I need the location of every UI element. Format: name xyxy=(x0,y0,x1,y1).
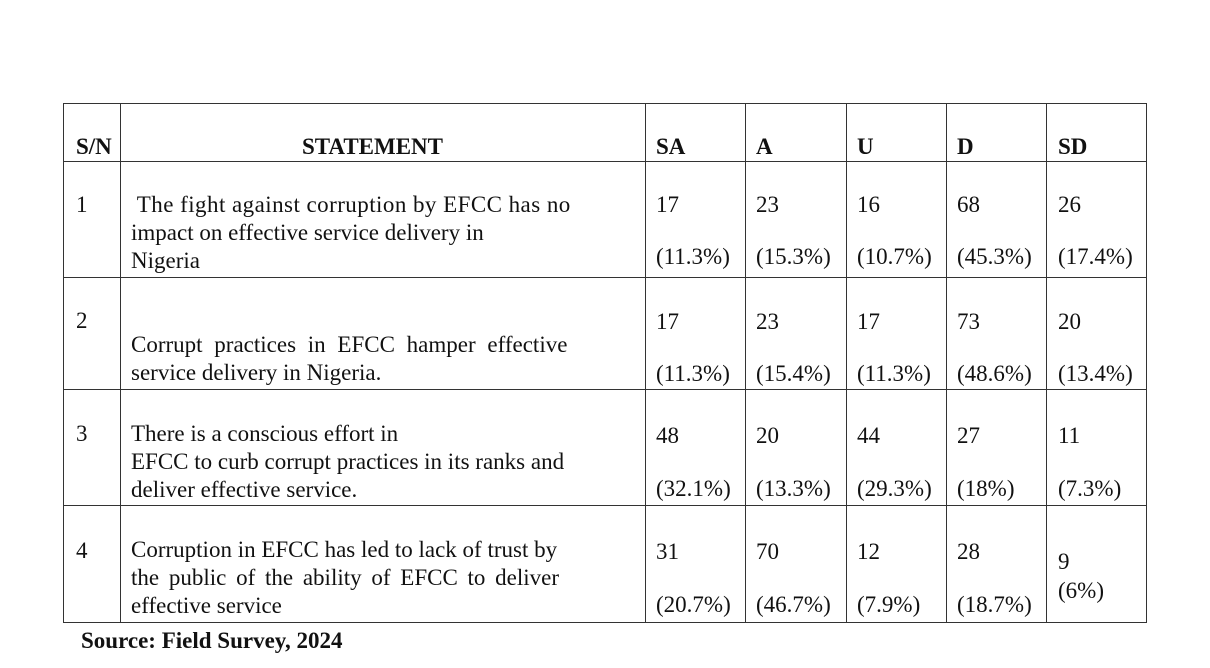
row-divider xyxy=(63,505,1147,506)
d-count: 28 xyxy=(957,539,980,564)
row-number: 3 xyxy=(76,421,88,446)
u-percent: (29.3%) xyxy=(857,476,932,501)
a-percent: (46.7%) xyxy=(756,592,831,617)
a-percent: (13.3%) xyxy=(756,476,831,501)
d-percent: (45.3%) xyxy=(957,244,1032,269)
sa-percent: (32.1%) xyxy=(656,476,731,501)
row-number: 2 xyxy=(76,308,88,333)
statement-text xyxy=(131,536,633,620)
sd-percent: (13.4%) xyxy=(1058,361,1133,386)
statement-line: deliver effective service. xyxy=(131,477,358,502)
statement-line: EFCC to curb corrupt practices in its ranks and xyxy=(131,449,565,474)
d-count: 68 xyxy=(957,192,980,217)
column-divider xyxy=(846,103,847,623)
column-divider xyxy=(745,103,746,623)
d-count: 27 xyxy=(957,423,980,448)
statement-text xyxy=(131,191,633,275)
sa-count: 17 xyxy=(656,309,679,334)
d-percent: (48.6%) xyxy=(957,361,1032,386)
statement-line: effective service xyxy=(131,593,282,618)
d-percent: (18%) xyxy=(957,476,1015,501)
sd-count: 9 xyxy=(1058,549,1070,574)
header-u: U xyxy=(857,134,874,159)
sd-count: 26 xyxy=(1058,192,1081,217)
u-count: 12 xyxy=(857,539,880,564)
a-percent: (15.3%) xyxy=(756,244,831,269)
statement-line: Nigeria xyxy=(131,248,200,273)
a-percent: (15.4%) xyxy=(756,361,831,386)
row-divider xyxy=(63,161,1147,162)
sa-count: 31 xyxy=(656,539,679,564)
sa-percent: (11.3%) xyxy=(656,361,730,386)
u-count: 16 xyxy=(857,192,880,217)
statement-line: Corruption in EFCC has led to lack of trust by xyxy=(131,537,558,562)
row-number: 4 xyxy=(76,538,88,563)
statement-line: impact on effective service delivery in xyxy=(131,220,484,245)
header-a: A xyxy=(756,134,773,159)
column-divider xyxy=(1046,103,1047,623)
d-percent: (18.7%) xyxy=(957,592,1032,617)
row-divider xyxy=(63,389,1147,390)
sa-count: 17 xyxy=(656,192,679,217)
u-percent: (10.7%) xyxy=(857,244,932,269)
a-count: 70 xyxy=(756,539,779,564)
statement-line: There is a conscious effort in xyxy=(131,421,399,446)
a-count: 20 xyxy=(756,423,779,448)
sd-percent: (6%) xyxy=(1058,578,1104,603)
row-divider xyxy=(63,277,1147,278)
u-count: 17 xyxy=(857,309,880,334)
statement-text xyxy=(131,420,633,504)
row-number: 1 xyxy=(76,192,88,217)
column-divider xyxy=(946,103,947,623)
source-caption: Source: Field Survey, 2024 xyxy=(81,628,343,653)
sd-percent: (17.4%) xyxy=(1058,244,1133,269)
statement-line: Corrupt practices in EFCC hamper effective xyxy=(131,332,568,357)
sa-percent: (11.3%) xyxy=(656,244,730,269)
u-percent: (11.3%) xyxy=(857,361,931,386)
u-count: 44 xyxy=(857,423,880,448)
sd-count: 11 xyxy=(1058,423,1081,448)
a-count: 23 xyxy=(756,192,779,217)
header-sa: SA xyxy=(656,134,686,159)
statement-line: service delivery in Nigeria. xyxy=(131,360,382,385)
statement-text xyxy=(131,331,633,387)
sa-count: 48 xyxy=(656,423,679,448)
sd-count: 20 xyxy=(1058,309,1081,334)
a-count: 23 xyxy=(756,309,779,334)
sa-percent: (20.7%) xyxy=(656,592,731,617)
statement-line: the public of the ability of EFCC to deliver xyxy=(131,565,560,590)
column-divider xyxy=(120,103,121,623)
statement-line: The fight against corruption by EFCC has no xyxy=(131,192,571,217)
header-sd: SD xyxy=(1058,134,1088,159)
header-d: D xyxy=(957,134,974,159)
u-percent: (7.9%) xyxy=(857,592,921,617)
column-divider xyxy=(645,103,646,623)
d-count: 73 xyxy=(957,309,980,334)
header-statement: STATEMENT xyxy=(302,134,444,159)
sd-percent: (7.3%) xyxy=(1058,476,1122,501)
header-sn: S/N xyxy=(76,134,112,159)
